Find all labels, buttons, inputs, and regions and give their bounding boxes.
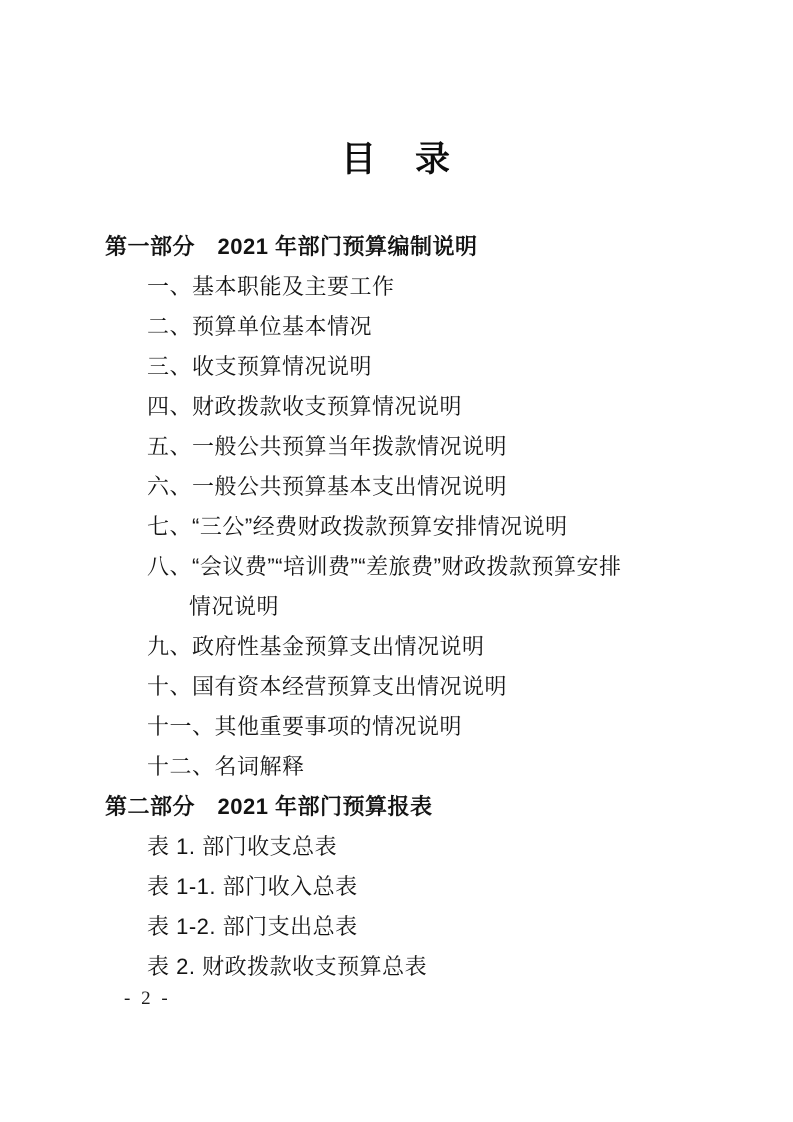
- toc-entry: 十一、其他重要事项的情况说明: [147, 714, 463, 739]
- toc-entry: 三、收支预算情况说明: [147, 354, 373, 379]
- toc-section-heading: 第二部分 2021 年部门预算报表: [105, 794, 433, 819]
- toc-entry: 九、政府性基金预算支出情况说明: [147, 634, 485, 659]
- document-title: 目 录: [340, 140, 452, 179]
- toc-entry: 八、“会议费”“培训费”“差旅费”财政拨款预算安排: [147, 554, 622, 579]
- toc-section-heading: 第一部分 2021 年部门预算编制说明: [105, 234, 478, 259]
- toc-entry: 五、一般公共预算当年拨款情况说明: [147, 434, 508, 459]
- page-number: - 2 -: [124, 988, 171, 1009]
- toc-entry: 十、国有资本经营预算支出情况说明: [147, 674, 508, 699]
- toc-entry-continuation: 情况说明: [189, 594, 280, 619]
- toc-entry: 二、预算单位基本情况: [147, 314, 373, 339]
- toc-entry: 十二、名词解释: [147, 754, 305, 779]
- toc-entry: 表 1-1. 部门收入总表: [147, 874, 358, 899]
- toc-entry: 六、一般公共预算基本支出情况说明: [147, 474, 508, 499]
- table-of-contents: [105, 227, 745, 987]
- toc-entry: 表 1. 部门收支总表: [147, 834, 338, 859]
- toc-entry: 表 2. 财政拨款收支预算总表: [147, 954, 428, 979]
- toc-entry: 表 1-2. 部门支出总表: [147, 914, 358, 939]
- toc-entry: 一、基本职能及主要工作: [147, 274, 395, 299]
- toc-entry: 四、财政拨款收支预算情况说明: [147, 394, 463, 419]
- toc-entry: 七、“三公”经费财政拨款预算安排情况说明: [147, 514, 568, 539]
